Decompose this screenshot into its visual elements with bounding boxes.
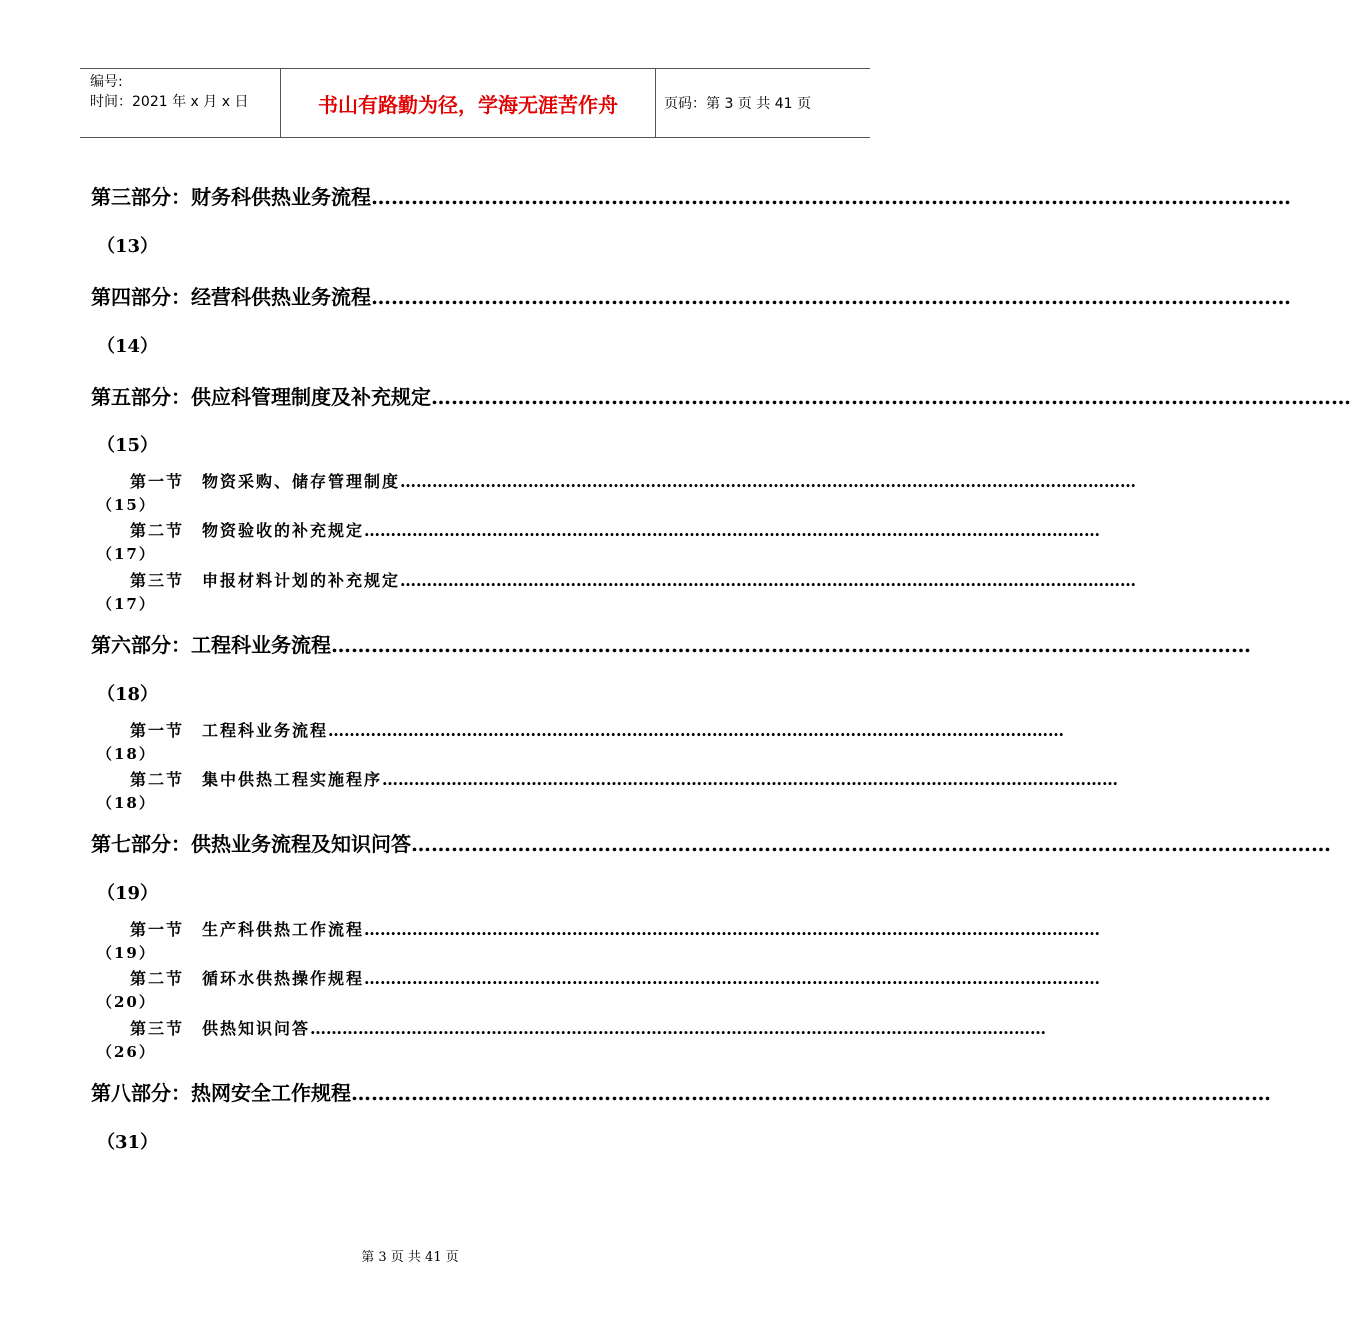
toc-leader: …………………………………………………………………………………………………………………………: [364, 920, 1101, 939]
toc-leader: …………………………………………………………………………………………………………………………: [431, 385, 1351, 409]
toc-entry-title: 第六部分：工程科业务流程: [91, 633, 331, 657]
toc-entry-title: 第一节 物资采购、储存管理制度: [130, 472, 401, 491]
toc-entry-part-7-section-3[interactable]: [130, 1016, 1047, 1039]
toc-entry-page: （18）: [97, 745, 156, 763]
toc-leader: …………………………………………………………………………………………………………………………: [331, 633, 1251, 657]
toc-entry-page: （26）: [97, 1043, 156, 1061]
toc-entry-title: 第四部分：经营科供热业务流程: [91, 285, 371, 309]
toc-entry-title: 第二节 物资验收的补充规定: [130, 521, 365, 540]
toc-entry-page: （18）: [97, 684, 159, 705]
toc-entry-part-6-section-2[interactable]: [130, 767, 1119, 790]
document-number-label: 编号:: [90, 74, 123, 90]
page-header: [80, 68, 870, 138]
toc-entry-title: 第七部分：供热业务流程及知识问答: [91, 832, 411, 856]
page-footer: [0, 1246, 950, 1265]
toc-entry-part-7-section-2[interactable]: [130, 966, 1101, 989]
toc-leader: …………………………………………………………………………………………………………………………: [371, 285, 1291, 309]
toc-entry-page: （17）: [97, 545, 156, 563]
toc-entry-title: 第一节 工程科业务流程: [130, 721, 329, 740]
toc-leader: …………………………………………………………………………………………………………………………: [371, 185, 1291, 209]
toc-entry-part-4[interactable]: [91, 281, 1291, 310]
toc-entry-page: （15）: [97, 435, 159, 456]
toc-entry-page: （20）: [97, 993, 156, 1011]
toc-entry-page: （13）: [97, 236, 159, 257]
header-meta: [80, 69, 280, 137]
toc-entry-page: （19）: [97, 883, 159, 904]
toc-leader: …………………………………………………………………………………………………………………………: [400, 571, 1137, 590]
toc-leader: …………………………………………………………………………………………………………………………: [364, 521, 1101, 540]
header-motto: 书山有路勤为径，学海无涯苦作舟: [280, 69, 656, 137]
toc-entry-title: 第三部分：财务科供热业务流程: [91, 185, 371, 209]
toc-entry-part-3[interactable]: [91, 181, 1291, 210]
toc-leader: …………………………………………………………………………………………………………………………: [328, 721, 1065, 740]
toc-entry-page: （19）: [97, 944, 156, 962]
toc-entry-title: 第三节 申报材料计划的补充规定: [130, 571, 401, 590]
toc-leader: …………………………………………………………………………………………………………………………: [310, 1019, 1047, 1038]
toc-entry-part-6-section-1[interactable]: [130, 718, 1065, 741]
toc-entry-part-6[interactable]: [91, 629, 1251, 658]
footer-page-number: 第 3 页 共 41 页: [361, 1250, 459, 1265]
toc-entry-title: 第三节 供热知识问答: [130, 1019, 311, 1038]
toc-leader: …………………………………………………………………………………………………………………………: [411, 832, 1331, 856]
toc-leader: …………………………………………………………………………………………………………………………: [351, 1081, 1271, 1105]
toc-entry-part-5-section-3[interactable]: [130, 568, 1137, 591]
toc-entry-page: （15）: [97, 496, 156, 514]
header-page-info: 页码：第 3 页 共 41 页: [664, 96, 811, 112]
toc-entry-title: 第一节 生产科供热工作流程: [130, 920, 365, 939]
toc-leader: …………………………………………………………………………………………………………………………: [400, 472, 1137, 491]
toc-entry-part-7-section-1[interactable]: [130, 917, 1101, 940]
toc-entry-part-7[interactable]: [91, 828, 1331, 857]
toc-entry-page: （31）: [97, 1132, 159, 1153]
toc-entry-page: （17）: [97, 595, 156, 613]
toc-leader: …………………………………………………………………………………………………………………………: [382, 770, 1119, 789]
toc-entry-part-5[interactable]: [91, 381, 1351, 410]
document-time-label: 时间：2021 年 x 月 x 日: [90, 94, 249, 110]
toc-entry-part-5-section-1[interactable]: [130, 469, 1137, 492]
toc-entry-part-5-section-2[interactable]: [130, 518, 1101, 541]
toc-leader: …………………………………………………………………………………………………………………………: [364, 969, 1101, 988]
toc-entry-title: 第二节 循环水供热操作规程: [130, 969, 365, 988]
toc-entry-title: 第八部分：热网安全工作规程: [91, 1081, 351, 1105]
toc-entry-page: （14）: [97, 336, 159, 357]
toc-entry-title: 第五部分：供应科管理制度及补充规定: [91, 385, 431, 409]
toc-entry-title: 第二节 集中供热工程实施程序: [130, 770, 383, 789]
toc-entry-page: （18）: [97, 794, 156, 812]
toc-entry-part-8[interactable]: [91, 1077, 1271, 1106]
